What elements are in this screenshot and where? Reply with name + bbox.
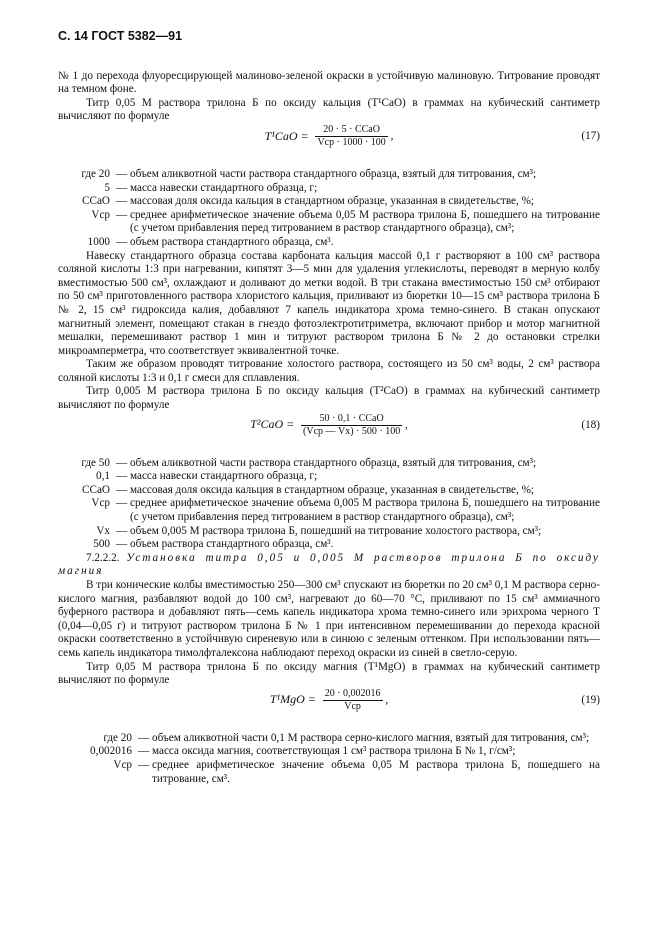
formula-18 (58, 413, 600, 453)
formula-17-numerator: 20 · 5 · CCaO (315, 124, 387, 137)
def-text: объем аликвотной части раствора стандартного образца, взятый для титрования, см³; (130, 167, 537, 180)
def-symbol: 500 (93, 538, 110, 551)
paragraph-continue: № 1 до перехода флуоресцирующей малиново-зеленой окраски в устойчивую малиновую. Титрование проводят на темном фоне. (58, 69, 600, 96)
def-text: массовая доля оксида кальция в стандартном образце, указанная в свидетельстве, %; (130, 483, 535, 496)
def-dash: — (116, 208, 128, 221)
def-dash: — (116, 538, 128, 551)
def-text: объем раствора стандартного образца, см³. (130, 538, 334, 551)
def-symbol: 1000 (87, 235, 110, 248)
section-number: 7.2.2.2. (86, 551, 120, 564)
formula-17 (58, 124, 600, 164)
formula-18-lhs: T²CaO = (250, 417, 295, 432)
def-text: объем аликвотной части раствора стандартного образца, взятый для титрования, см³; (130, 456, 537, 469)
formula-17-tail: , (390, 130, 394, 143)
formula-19-denominator: Vср (344, 700, 361, 712)
def-dash: — (116, 195, 128, 208)
formula-19-number: (19) (581, 693, 600, 706)
formula-17-fraction (315, 124, 387, 149)
def-symbol: CCaO (82, 483, 110, 496)
formula-18-numerator: 50 · 0,1 · CCaO (301, 413, 402, 426)
formula-18-number: (18) (581, 418, 600, 431)
def-dash: — (116, 235, 128, 248)
formula-17-number: (17) (581, 129, 600, 142)
def-text: масса оксида магния, соответствующая 1 см³ раствора трилона Б № 1, г/см³; (152, 745, 516, 758)
def-text: объем аликвотной части 0,1 М раствора серно-кислого магния, взятый для титрования, см³; (152, 731, 590, 744)
def-text: масса навески стандартного образца, г; (130, 470, 318, 483)
formula-19-lhs: T¹MgO = (269, 692, 316, 707)
paragraph-method: Навеску стандартного образца состава карбоната кальция массой 0,1 г растворяют в 100 см³ раствора соляной кислоты 1:3 при нагревании, кипятят 3—5 мин для удаления углекислоты, переводят в мерную колбу вместимостью 500 см³, охлаждают и доливают до метки водой. В три стакана вместимостью 150 см³ отбирают по 50 см³ приготовленного раствора хлористого кальция, приливают из бюретки 10—15 см³ раствора трилона Б № 2, 15 см³ гидроксида калия, добавляют 7 капель индикатора хрома темно-синего. В стакан опускают магнитный элемент, помещают стакан в гнездо фотоэлектротитриметра, включают прибор и мотор магнитной мешалки, перемешивают раствор 1 мин и титруют раствором трилона Б № 2 до остановки стрелки микроамперметра, что соответствует эквивалентной точке. (58, 249, 600, 357)
def-symbol: 0,002016 (90, 745, 132, 758)
paragraph-titr2-intro: Титр 0,005 М раствора трилона Б по оксиду кальция (T²CaO) в граммах на кубический сантиметр вычисляют по формуле (58, 385, 600, 412)
def-text: массовая доля оксида кальция в стандартном образце, указанная в свидетельстве, %; (130, 195, 535, 208)
def-symbol: Vx (96, 524, 110, 537)
formula-17-denominator: Vср · 1000 · 100 (317, 136, 386, 148)
def-text: среднее арифметическое значение объема 0,005 М раствора трилона Б, пошедшего на титрование (с учетом прибавления перед титрованием в раствор стандартного образца), см³; (130, 497, 600, 524)
paragraph-titr3-intro: Титр 0,05 М раствора трилона Б по оксиду магния (T¹MgO) в граммах на кубический сантиметр вычисляют по формуле (58, 660, 600, 687)
definitions-18 (58, 457, 600, 552)
def-dash: — (116, 470, 128, 483)
formula-19-numerator: 20 · 0,002016 (324, 687, 381, 699)
page-header: С. 14 ГОСТ 5382—91 (58, 29, 183, 43)
def-symbol: Vср (113, 758, 132, 771)
formula-19-fraction (323, 688, 383, 713)
def-text: среднее арифметическое значение объема 0,05 М раствора трилона Б, пошедшего на титрование (с учетом прибавления перед титрованием в раствор стандартного образца), см³; (130, 208, 600, 235)
section-title: Установка титра 0,05 и 0,005 М растворов трилона Б по оксиду магния (58, 551, 601, 578)
def-dash: — (138, 731, 150, 744)
formula-19 (58, 688, 600, 728)
def-text: объем 0,005 М раствора трилона Б, пошедший на титрование холостого раствора, см³; (130, 524, 542, 537)
def-symbol: где 20 (81, 167, 110, 180)
def-dash: — (138, 758, 150, 771)
definitions-17 (58, 168, 600, 250)
def-dash: — (116, 483, 128, 496)
paragraph-magnesium: В три конические колбы вместимостью 250—300 см³ спускают из бюретки по 20 см³ 0,1 М раствора серно-кислого магния, разбавляют водой до 100 см³, нагревают до 60—70 °С, приливают по 15 см³ аммиачного буферного раствора и добавляют пять—семь капель индикатора хрома темно-синего или эрихрома черного Т (0,04—0,05 г) и титруют раствором трилона Б № 1 при интенсивном перемешивании до перехода красной окраски соответственно в устойчивую сиреневую или в синюю с зеленым оттенком. При использовании пять—семь капель индикатора тимолфталексона наблюдают переход окраски из синей в светло-серую. (58, 579, 600, 659)
def-dash: — (116, 497, 128, 510)
def-symbol: 5 (104, 181, 110, 194)
def-text: объем раствора стандартного образца, см³. (130, 235, 334, 248)
def-dash: — (116, 181, 128, 194)
def-symbol: Vср (91, 208, 110, 221)
def-dash: — (116, 167, 128, 180)
formula-18-denominator: (Vср — Vx) · 500 · 100 (303, 425, 401, 437)
def-symbol: CCaO (82, 195, 110, 208)
def-dash: — (116, 524, 128, 537)
def-text: среднее арифметическое значение объема 0,05 М раствора трилона Б, пошедшего на титрование, см³. (152, 758, 600, 785)
paragraph-blank: Таким же образом проводят титрование холостого раствора, состоящего из 50 см³ воды, 2 см³ раствора соляной кислоты 1:3 и 0,1 г смеси для сплавления. (58, 358, 600, 384)
def-text: масса навески стандартного образца, г; (130, 181, 318, 194)
paragraph-titr1-intro: Титр 0,05 М раствора трилона Б по оксиду кальция (T¹CaO) в граммах на кубический сантиметр вычисляют по формуле (58, 96, 600, 123)
def-dash: — (116, 456, 128, 469)
formula-18-fraction (301, 413, 402, 438)
document-page (58, 30, 600, 786)
def-symbol: где 50 (81, 456, 110, 469)
def-symbol: где 20 (103, 731, 132, 744)
def-symbol: 0,1 (96, 470, 110, 483)
def-dash: — (138, 745, 150, 758)
def-symbol: Vср (91, 497, 110, 510)
section-heading (58, 552, 600, 579)
formula-19-tail: , (385, 693, 389, 706)
definitions-19 (58, 732, 600, 786)
formula-17-lhs: T¹CaO = (264, 128, 309, 143)
formula-18-tail: , (405, 418, 408, 431)
